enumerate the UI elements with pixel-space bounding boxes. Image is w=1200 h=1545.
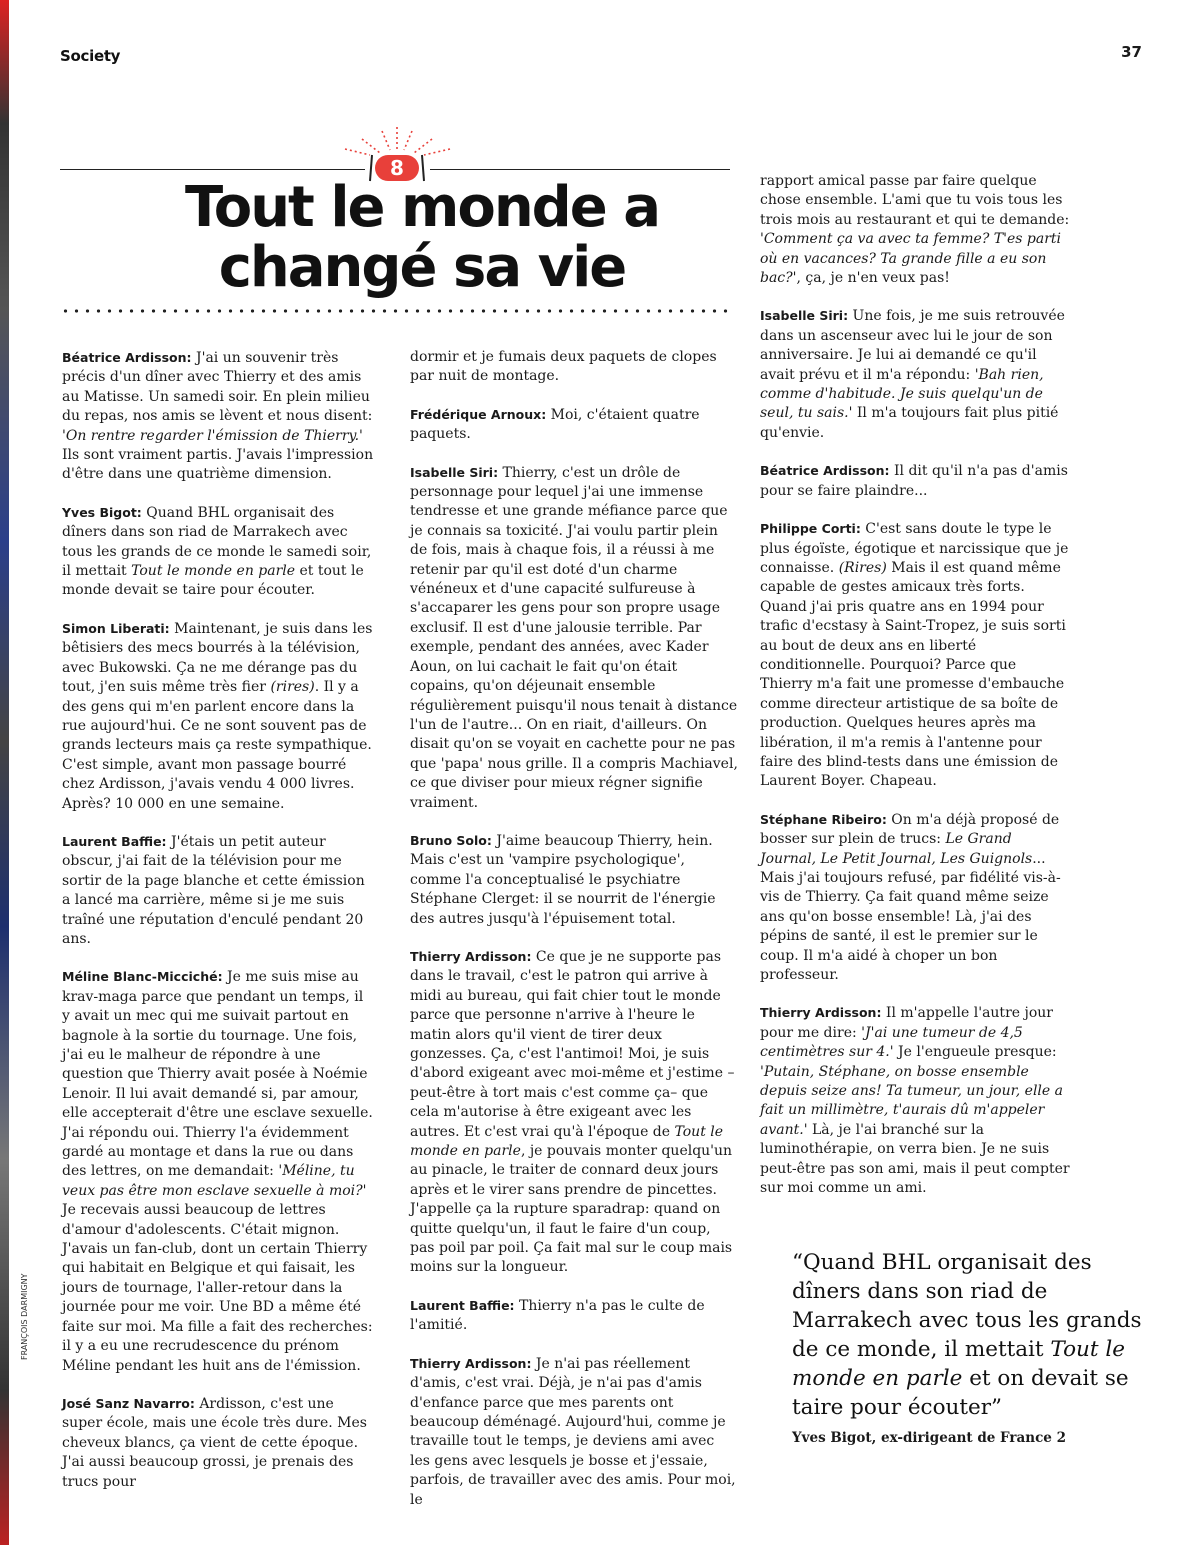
quote-paragraph — [410, 405, 738, 445]
body-text: Je n'ai pas réellement d'amis, c'est vrai. Déjà, je n'ai pas d'amis d'enfance parce que mes parents ont beaucoup déménagé. Aujourd'hui, comme je travaille tout le temps, je deviens ami avec les gens avec lesquels je bosse et j'essaie, parfois, de travailler avec des amis. Pour moi, le — [410, 1355, 736, 1508]
body-text: Je l'engueule presque: — [893, 1044, 1057, 1061]
quote-paragraph — [62, 503, 374, 601]
quote-paragraph — [760, 810, 1070, 986]
body-text: et tout le monde devait se taire pour écouter. — [62, 563, 364, 599]
body-text: Thierry, c'est un drôle de personnage pour lequel j'ai une immense tendresse et une grande méfiance parce que je connais sa toxicité. J'ai voulu partir plein de fois, mais à chaque fois, il a réussi à me retenir par qu'il est doté d'un charme vénéneux et d'une capacité sulfureuse à s'accaparer les gens pour son propre usage exclusif. Il est d'une jalousie terrible. Par exemple, pendant des années, avec Kader Aoun, on lui cachait le fait qu'on était copains, qu'on déjeunait ensemble régulièrement puisqu'il nous tenait à distance l'un de l'autre... On en riait, d'ailleurs. On disait qu'on se voyait en cachette pour ne pas que 'papa' nous grille. Il a compris Machiavel, ce que diviser pour mieux régner signifie vraiment. — [410, 464, 738, 811]
quote-paragraph — [62, 967, 374, 1376]
speaker-name: Isabelle Siri: — [760, 308, 849, 324]
header-rule-left — [60, 169, 365, 170]
body-text: rapport amical passe par faire quelque chose ensemble. L'ami que tu vois tous les trois mois au restaurant et qui te demande: — [760, 173, 1070, 228]
body-text: ... Mais j'ai toujours refusé, par fidélité vis-à-vis de Thierry. Ça fait quand même seize ans qu'on bosse ensemble! Là, j'ai des pépins de santé, il est le premier sur le coup. Il m'a aidé à choper un bon professeur. — [760, 850, 1061, 984]
body-text: J'aime beaucoup Thierry, hein. Mais c'est un 'vampire psychologique', comme l'a conceptualisé le psychiatre Stéphane Clerget: il se nourrit de l'énergie des autres jusqu'à l'épuisement total. — [410, 832, 716, 927]
body-text: , ça, je n'en veux pas! — [796, 270, 950, 287]
body-text: Il m'a toujours fait plus pitié qu'envie. — [760, 405, 1059, 441]
quote-paragraph — [410, 463, 738, 813]
speaker-name: Yves Bigot: — [62, 504, 142, 520]
speaker-name: Laurent Baffie: — [410, 1297, 515, 1313]
speaker-name: Isabelle Siri: — [410, 464, 499, 480]
section-label: Society — [60, 47, 121, 65]
body-text: Ardisson, c'est une super école, mais une école très dure. Mes cheveux blancs, ça vient de cette époque. J'ai aussi beaucoup grossi, je prenais des trucs pour — [62, 1395, 367, 1490]
body-text: J'ai un souvenir très précis d'un dîner avec Thierry et des amis au Matisse. Un samedi soir. En plein milieu du repas, nos amis se lèvent et nous disent: — [62, 350, 373, 425]
italic-text: 'Méline, tu veux pas être mon esclave sexuelle à moi?' — [62, 1163, 367, 1199]
page-edge-strip — [0, 0, 9, 1545]
italic-text: Tout le monde en parle — [410, 1123, 724, 1160]
body-text: dormir et je fumais deux paquets de clopes par nuit de montage. — [410, 349, 717, 385]
photo-credit: FRANÇOIS DARMIGNY — [20, 1273, 29, 1360]
body-text: Moi, c'étaient quatre paquets. — [410, 406, 700, 443]
italic-text: 'J'ai une tumeur de 4,5 centimètres sur 4.' — [760, 1024, 1023, 1061]
italic-text: Tout le monde en parle — [131, 563, 296, 580]
quote-paragraph — [62, 619, 374, 814]
speaker-name: Thierry Ardisson: — [760, 1005, 882, 1021]
speaker-name: Béatrice Ardisson: — [62, 350, 192, 365]
quote-paragraph — [760, 519, 1070, 792]
speaker-name: Thierry Ardisson: — [410, 948, 532, 964]
italic-text: 'Comment ça va avec ta femme? T'es parti où en vacances? Ta grande fille a eu son bac?' — [760, 231, 1061, 287]
speaker-name: Frédérique Arnoux: — [410, 406, 547, 422]
body-text: Thierry n'a pas le culte de l'amitié. — [410, 1297, 705, 1334]
body-text: Il m'appelle l'autre jour pour me dire: — [760, 1005, 1053, 1041]
quote-paragraph — [410, 1354, 738, 1510]
speaker-name: Laurent Baffie: — [62, 833, 167, 849]
body-text: “Quand BHL organisait des dîners dans son riad de Marrakech avec tous les grands de ce monde, il mettait — [792, 1250, 1142, 1362]
body-text: Là, je l'ai branché sur la luminothérapie, on verra bien. Je ne suis peut-être pas son ami, mais il peut compter sur moi comme un ami. — [760, 1121, 1070, 1197]
speaker-name: Stéphane Ribeiro: — [760, 811, 887, 827]
quote-paragraph — [760, 306, 1070, 443]
italic-text: (rires) — [270, 679, 315, 696]
quote-paragraph — [760, 1003, 1070, 1198]
page-number: 37 — [1121, 43, 1142, 61]
body-text: et on devait se taire pour écouter” — [792, 1366, 1129, 1420]
speaker-name: Simon Liberati: — [62, 620, 170, 636]
quote-paragraph — [410, 831, 738, 929]
header-rule-right — [430, 169, 730, 170]
body-text: , je pouvais monter quelqu'un au pinacle, le traiter de connard deux jours après et le virer sans prendre de pincettes. J'appelle ça la rupture sparadrap: quand on quitte quelqu'un, il faut le faire d'un coup, pas poil par poil. Ça fait mal sur le coup mais moins sur la longueur. — [410, 1143, 733, 1276]
speaker-name: Béatrice Ardisson: — [760, 463, 890, 479]
body-text: Maintenant, je suis dans les bêtisiers des mecs bourrés à la télévision, avec Bukowski. Ça ne me dérange pas du tout, j'en suis même très fier — [62, 620, 373, 696]
quote-paragraph — [410, 348, 738, 387]
headline: Tout le monde a changé sa vie — [184, 175, 660, 300]
body-text: C'est sans doute le type le plus égoïste, égotique et narcissique que je connaisse. — [760, 521, 1069, 576]
quote-paragraph — [760, 461, 1070, 501]
pull-quote-attribution: Yves Bigot, ex-dirigeant de France 2 — [792, 1430, 1066, 1446]
quote-paragraph — [62, 1394, 374, 1492]
quote-paragraph — [410, 1296, 738, 1336]
italic-text: Tout le monde en parle — [792, 1337, 1125, 1391]
quote-paragraph — [760, 172, 1070, 288]
article-number: 8 — [390, 156, 404, 180]
body-text: Quand BHL organisait des dîners dans son riad de Marrakech avec tous les grands de ce monde le samedi soir, il mettait — [62, 504, 372, 580]
article-column-3 — [760, 172, 1070, 1217]
dotted-separator — [60, 308, 730, 314]
italic-text: 'On rentre regarder l'émission de Thierry.' — [62, 427, 363, 444]
article-column-2 — [410, 348, 738, 1528]
body-text: On m'a déjà proposé de bosser sur plein de trucs: — [760, 811, 1060, 848]
body-text: Une fois, je me suis retrouvée dans un ascenseur avec lui le jour de son anniversaire. Je lui ai demandé ce qu'il avait prévu et il m'a répondu: — [760, 308, 1065, 383]
article-column-1 — [62, 348, 374, 1510]
body-text: Il dit qu'il n'a pas d'amis pour se faire plaindre... — [760, 463, 1068, 499]
speaker-name: Méline Blanc-Micciché: — [62, 969, 223, 985]
body-text: Je recevais aussi beaucoup de lettres d'amour d'adolescents. C'était mignon. J'avais un fan-club, dont un certain Thierry qui habitait en Belgique et qui faisait, les jours de tournage, l'aller-retour dans la journée pour me voir. Une BD a même été faite sur moi. Ma fille a fait des recherches: il y a eu une recrudescence du prénom Méline pendant les huit ans de l'émission. — [62, 1202, 373, 1374]
italic-text: Le Grand Journal, Le Petit Journal, Les Guignols — [760, 831, 1033, 867]
quote-paragraph — [410, 947, 738, 1278]
italic-text: 'Bah rien, comme d'habitude. Je suis quelqu'un de seul, tu sais.' — [760, 366, 1044, 422]
body-text: . Il y a des gens qui m'en parlent encore dans la rue aujourd'hui. Ce ne sont souvent pas de grands lecteurs mais ça reste sympathique. C'est simple, avant mon passage bourré chez Ardisson, j'avais vendu 4 000 livres. Après? 10 000 en une semaine. — [62, 679, 372, 812]
quote-paragraph — [62, 348, 374, 485]
speaker-name: José Sanz Navarro: — [62, 1395, 195, 1411]
body-text: Ils sont vraiment partis. J'avais l'impression d'être dans une quatrième dimension. — [62, 447, 374, 483]
italic-text: (Rires) — [838, 559, 887, 576]
speaker-name: Thierry Ardisson: — [410, 1355, 532, 1371]
pull-quote — [792, 1248, 1164, 1422]
italic-text: 'Putain, Stéphane, on bosse ensemble depuis seize ans! Ta tumeur, un jour, elle a fait un millimètre, t'aurais dû m'appeler avant.' — [760, 1063, 1063, 1138]
quote-paragraph — [62, 832, 374, 949]
body-text: Ce que je ne supporte pas dans le travail, c'est le patron qui arrive à midi au bureau, qui fait chier tout le monde parce que personne n'arrive à l'heure le matin alors qu'il vient de tirer deux gonzesses. Ça, c'est l'antimoi! Moi, je suis d'abord exigeant avec moi-même et j'estime –peut-être à tort mais c'est comme ça– que cela m'autorise à être exigeant avec les autres. Et c'est vrai qu'à l'époque de — [410, 948, 735, 1140]
speaker-name: Philippe Corti: — [760, 521, 861, 537]
body-text: Je me suis mise au krav-maga parce que pendant un temps, il y avait un mec qui me suivait partout en bagnole à la sortie du tournage. Une fois, j'ai eu le malheur de répondre à une question que Thierry avait posée à Noémie Lenoir. Il lui avait demandé si, par amour, elle accepterait d'être une esclave sexuelle. J'ai répondu oui. Thierry l'a évidemment gardé au montage et dans la rue ou dans des lettres, on me demandait: — [62, 969, 373, 1180]
body-text: Mais il est quand même capable de gestes amicaux très forts. Quand j'ai pris quatre ans en 1994 pour trafic d'ecstasy à Saint-Tropez, je suis sorti au bout de deux ans en liberté conditionnelle. Pourquoi? Parce que Thierry m'a fait une promesse d'embauche comme directeur artistique de sa boîte de production. Quelques heures après ma libération, il m'a remis à l'antenne pour faire des blind-tests dans une émission de Laurent Boyer. Chapeau. — [760, 559, 1066, 790]
body-text: J'étais un petit auteur obscur, j'ai fait de la télévision pour me sortir de la page blanche et cette émission a lancé ma carrière, même si je me suis traîné une réputation d'enculé pendant 20 ans. — [62, 833, 365, 947]
speaker-name: Bruno Solo: — [410, 832, 492, 848]
